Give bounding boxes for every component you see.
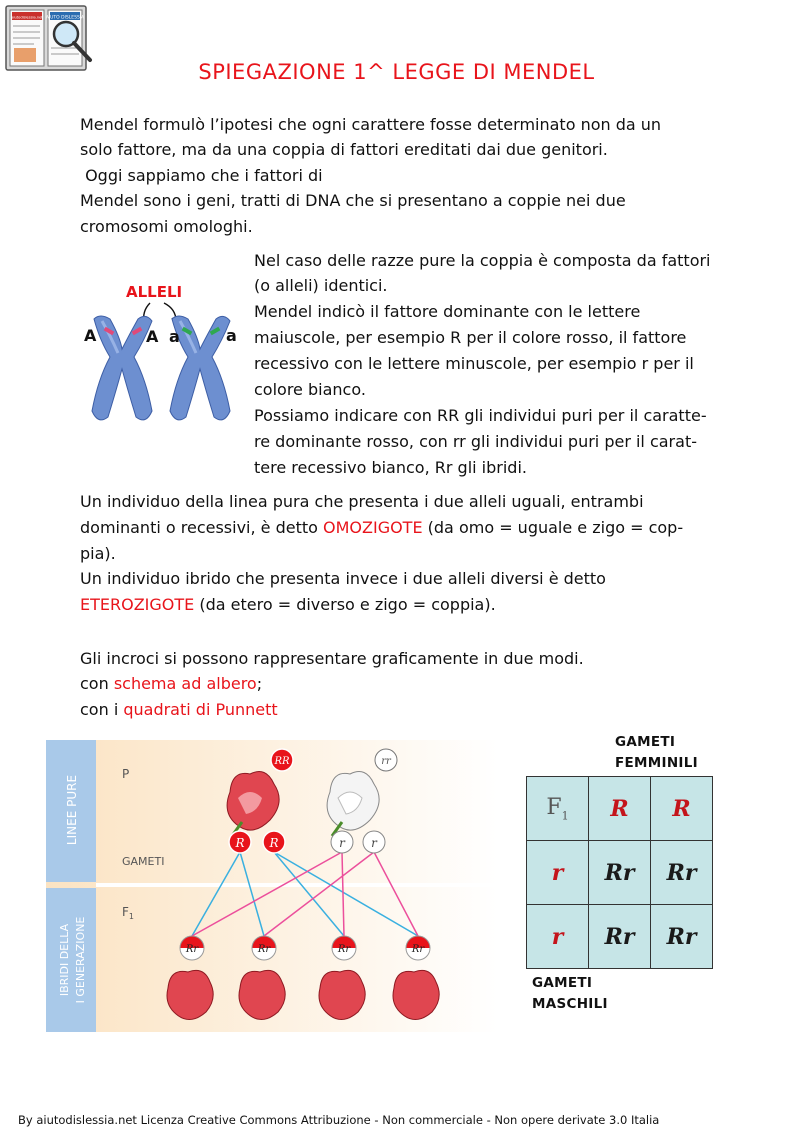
side-line: tere recessivo bianco, Rr gli ibridi. [254, 458, 527, 477]
hybrid-genotype: Rr [185, 944, 199, 955]
gamete-label: r [371, 836, 377, 850]
side-line: Nel caso delle razze pure la coppia è composta da fattori [254, 251, 711, 270]
side-line: (o alleli) identici. [254, 276, 388, 295]
side-line: Mendel indicò il fattore dominante con le lettere [254, 302, 641, 321]
row-f1-label: $F_1$ [122, 905, 134, 921]
body-line: con schema ad albero; [80, 674, 263, 693]
parent-red-genotype: RR [274, 756, 290, 767]
punnett-cell: Rr [651, 905, 713, 969]
punnett-term: quadrati di Punnett [123, 700, 278, 719]
band-bottom-label: I GENERAZIONE [74, 916, 87, 1004]
male-gametes-label: GAMETI MASCHILI [532, 975, 608, 1012]
band-bottom-label: IBRIDI DELLA [58, 923, 71, 997]
row-gameti-label: GAMETI [122, 855, 165, 868]
punnett-square [526, 776, 713, 969]
chromosome-left [92, 316, 152, 420]
body-line: dominanti o recessivi, è detto OMOZIGOTE (da omo = uguale e zigo = cop- [80, 518, 684, 537]
intro-line: Mendel formulò l’ipotesi che ogni carattere fosse determinato non da un [80, 115, 662, 134]
intro-line: cromosomi omologhi. [80, 217, 253, 236]
tree-diagram [46, 740, 498, 1032]
side-line: Possiamo indicare con RR gli individui puri per il caratte- [254, 406, 707, 425]
female-gametes-label: GAMETI FEMMINILI [615, 734, 698, 771]
punnett-cell: Rr [589, 841, 651, 905]
body-line: con i quadrati di Punnett [80, 700, 278, 719]
punnett-cell: Rr [651, 841, 713, 905]
hybrid-genotype: Rr [337, 944, 351, 955]
hybrid-genotype: Rr [257, 944, 271, 955]
eterozigote-term: ETEROZIGOTE [80, 595, 195, 614]
punnett-cell: Rr [589, 905, 651, 969]
logo-text: AIUTO DISLESSIA [45, 15, 85, 21]
intro-line: Oggi sappiamo che i fattori di [80, 166, 323, 185]
allele-label: A [84, 326, 97, 345]
parent-white-genotype: rr [381, 756, 391, 767]
side-line: re dominante rosso, con rr gli individui puri per il carat- [254, 432, 697, 451]
schema-albero-term: schema ad albero [113, 674, 257, 693]
side-line: colore bianco. [254, 380, 366, 399]
alleli-label: ALLELI [126, 283, 183, 301]
gamete-label: R [269, 836, 279, 850]
punnett-col-header: R [589, 777, 651, 841]
punnett-row-header: r [527, 841, 589, 905]
allele-label: a [226, 326, 237, 345]
punnett-corner: $F_1$ [527, 777, 589, 841]
gamete-label: r [339, 836, 345, 850]
chromosome-figure [80, 275, 250, 440]
intro-line: Mendel sono i geni, tratti di DNA che si presentano a coppie nei due [80, 191, 626, 210]
page-title: SPIEGAZIONE 1^ LEGGE DI MENDEL [198, 60, 595, 84]
body-line: ETEROZIGOTE (da etero = diverso e zigo = coppia). [80, 595, 496, 614]
body-line: Gli incroci si possono rappresentare graficamente in due modi. [80, 649, 584, 668]
band-bottom [46, 888, 96, 1032]
punnett-row-header: r [527, 905, 589, 969]
row-p-label: P [122, 767, 130, 781]
body-line: pia). [80, 544, 116, 563]
allele-label: A [146, 327, 159, 346]
side-line: recessivo con le lettere minuscole, per esempio r per il [254, 354, 694, 373]
allele-label: a [169, 327, 180, 346]
hybrid-genotype: Rr [411, 944, 425, 955]
intro-line: solo fattore, ma da una coppia di fattori ereditati dai due genitori. [80, 140, 608, 159]
body-line: Un individuo della linea pura che presenta i due alleli uguali, entrambi [80, 492, 644, 511]
body-line: Un individuo ibrido che presenta invece i due alleli diversi è detto [80, 569, 606, 588]
band-top-label: LINEE PURE [65, 774, 79, 846]
logo-url: aiutodislessia.net [11, 15, 43, 20]
license-footer: By aiutodislessia.net Licenza Creative Commons Attribuzione - Non commerciale - Non opere derivate 3.0 Italia [18, 1113, 660, 1127]
omozigote-term: OMOZIGOTE [323, 518, 423, 537]
gamete-label: R [235, 836, 245, 850]
side-line: maiuscole, per esempio R per il colore rosso, il fattore [254, 328, 687, 347]
punnett-col-header: R [651, 777, 713, 841]
